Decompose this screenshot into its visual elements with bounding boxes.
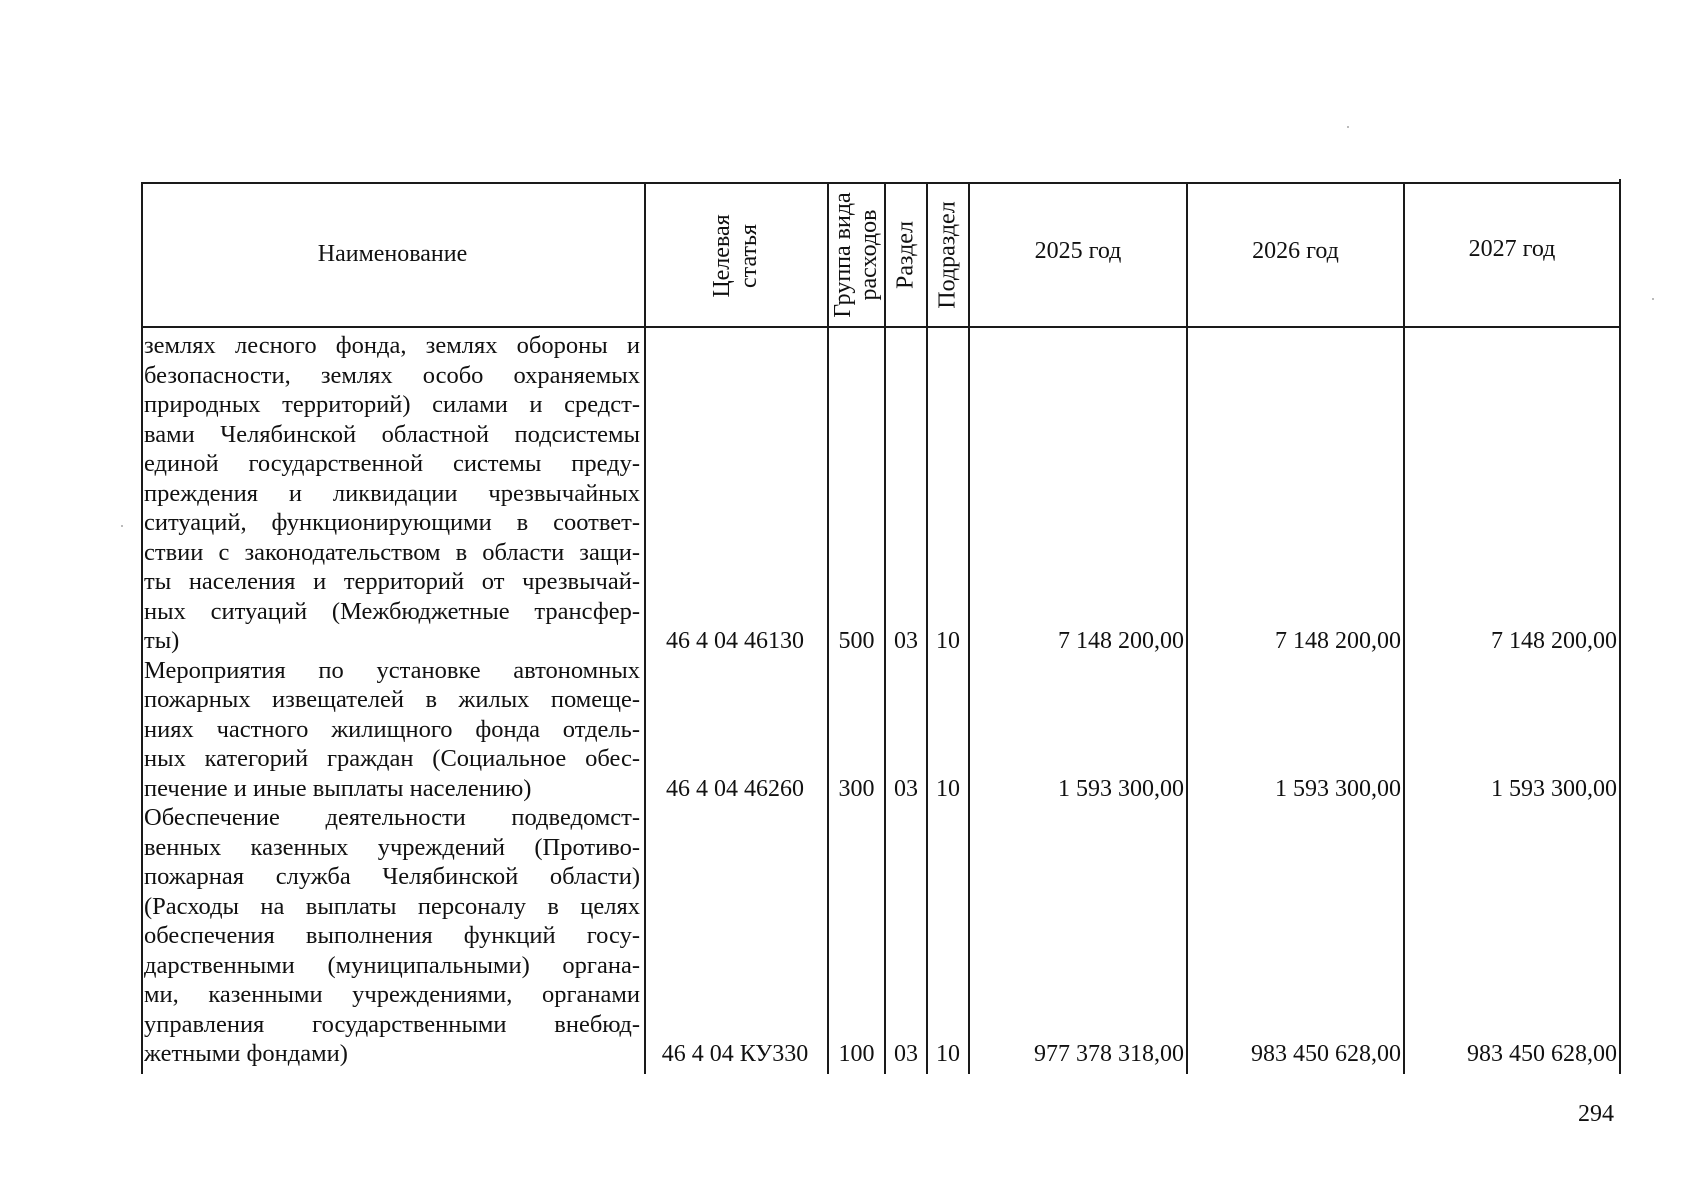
scan-speck [1347,126,1349,128]
row-subsection: 10 [936,628,960,654]
row-name-line: печение и иные выплаты населению) [144,774,532,802]
row-name-line: ниях частного жилищного фонда отдель- [144,715,640,743]
row-amount-2025: 977 378 318,00 [1034,1041,1184,1067]
row-amount-2025: 1 593 300,00 [1058,775,1184,802]
row-name-line: ных ситуаций (Межбюджетные трансфер- [144,597,640,625]
page-number: 294 [1578,1101,1614,1127]
row-expense-group: 300 [838,775,875,802]
row-expense-group: 500 [838,628,875,654]
row-amount-2027: 7 148 200,00 [1491,628,1617,654]
row-amount-2027: 983 450 628,00 [1467,1041,1617,1067]
row-section: 03 [894,775,918,802]
row-name-line: безопасности, землях особо охраняемых [144,361,640,389]
row-name-line: пожарных извещателей в жилых помеще- [144,686,640,713]
header-year-2026: 2026 год [1252,238,1339,264]
row-section: 03 [894,628,918,654]
row-amount-2025: 7 148 200,00 [1058,628,1184,654]
row-name-line: преждения и ликвидации чрезвычайных [144,479,640,507]
row-name-line: ты населения и территорий от чрезвычай- [144,568,640,595]
row-subsection: 10 [936,775,960,802]
row-name-line: обеспечения выполнения функций госу- [144,922,640,949]
row-name-line: ты) [144,627,180,654]
row-name-line: Мероприятия по установке автономных [144,656,640,684]
row-name-line: единой государственной системы преду- [144,450,640,477]
row-name-line: ситуаций, функционирующими в соответ- [144,509,640,536]
col-border-left [141,182,143,1074]
header-expense-group [830,185,882,325]
row-name-line: (Расходы на выплаты персоналу в целях [144,892,640,920]
row-name-line: ных категорий граждан (Социальное обес- [144,745,640,772]
row-name-line: Обеспечение деятельности подведомст- [144,804,640,831]
row-amount-2027: 1 593 300,00 [1491,775,1617,802]
header-name: Наименование [317,241,468,267]
row-target-article: 46 4 04 КУ330 [661,1041,809,1067]
row-name-line: природных территорий) силами и средст- [144,391,640,418]
col-border-right [1619,179,1621,1074]
row-amount-2026: 1 593 300,00 [1275,775,1401,802]
row-name-line: дарственными (муниципальными) органа- [144,951,640,979]
row-amount-2026: 983 450 628,00 [1251,1041,1401,1067]
header-year-2027: 2027 год [1468,236,1556,262]
row-expense-group: 100 [838,1041,875,1067]
scan-speck [121,525,123,527]
row-name-line: венных казенных учреждений (Противо- [144,833,640,861]
budget-table [141,179,1621,1074]
row-name-line: пожарная служба Челябинской области) [144,863,640,890]
table-top-border [141,182,1621,184]
header-year-2025: 2025 год [1034,238,1122,264]
header-expense-group-text: Группа вида расходов [830,192,882,318]
row-name-line: ствии с законодательством в области защи- [144,538,640,566]
row-amount-2026: 7 148 200,00 [1275,628,1401,654]
row-section: 03 [894,1041,918,1067]
header-bottom-border [141,326,1621,328]
row-name-line: управления государственными внебюд- [144,1010,640,1038]
row-name-line: ми, казенными учреждениями, органами [144,981,640,1008]
row-target-article: 46 4 04 46130 [666,628,804,654]
header-target-article-text: Целевая статья [709,214,762,298]
col-border-name [644,182,646,1074]
row-subsection: 10 [936,1041,960,1067]
header-target-article [709,186,763,326]
scan-speck [1652,298,1654,300]
row-name-line: жетными фондами) [144,1040,348,1067]
row-name-line: землях лесного фонда, землях обороны и [144,332,640,359]
row-target-article: 46 4 04 46260 [666,775,804,802]
header-section: Раздел [892,221,919,289]
row-name-line: вами Челябинской областной подсистемы [144,420,640,448]
header-subsection: Подраздел [934,201,961,309]
